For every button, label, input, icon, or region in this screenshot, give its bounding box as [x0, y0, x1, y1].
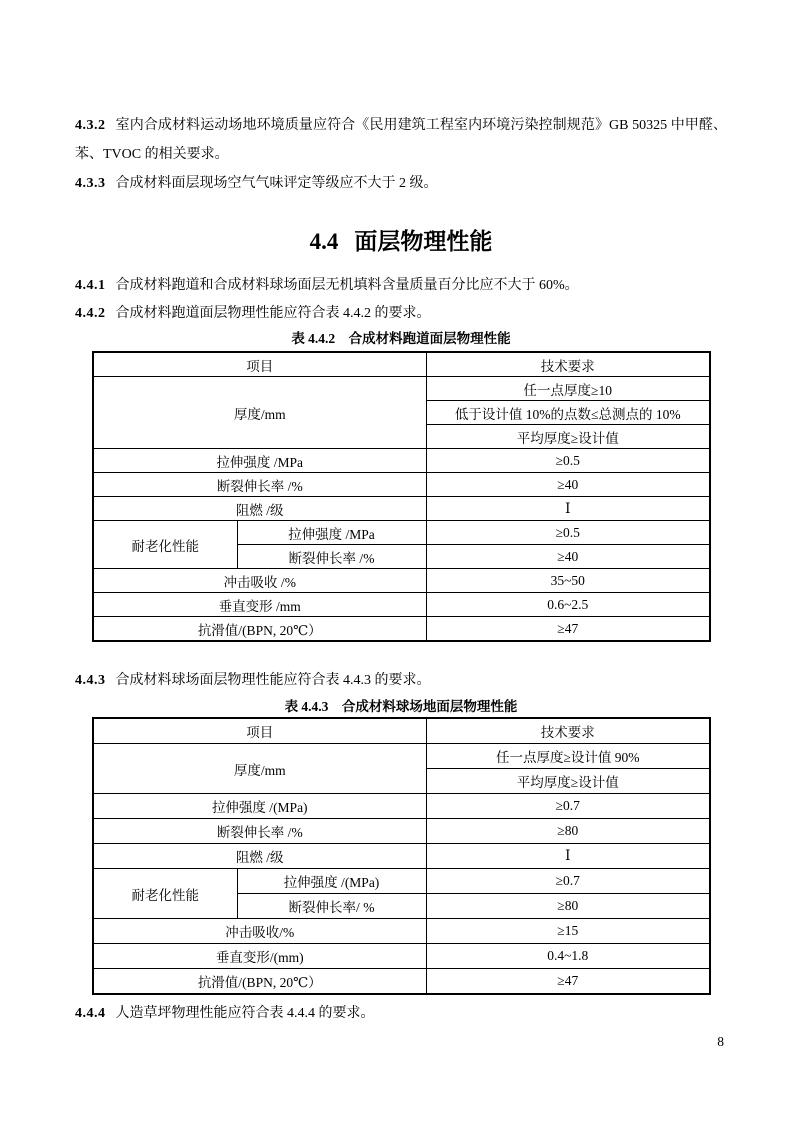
table-cell: 耐老化性能 [93, 869, 237, 919]
table-cell: ≥47 [426, 969, 710, 995]
heading-title: 面层物理性能 [354, 229, 493, 254]
table-cell: 平均厚度≥设计值 [426, 425, 710, 449]
table-cell: ≥80 [426, 894, 710, 919]
clause-text: 人造草坪物理性能应符合表 4.4.4 的要求。 [115, 1006, 375, 1021]
table-row [93, 593, 710, 617]
table-cell: 拉伸强度 /MPa [93, 449, 426, 473]
table-cell: 项目 [93, 718, 426, 744]
paragraph-4-4-1 [75, 271, 727, 300]
section-heading-4-4 [75, 227, 727, 257]
table-cell: ≥80 [426, 819, 710, 844]
paragraph-4-3-3 [75, 169, 727, 198]
table-cell: 35~50 [426, 569, 710, 593]
table-cell: ≥0.5 [426, 449, 710, 473]
table-cell: 冲击吸收 /% [93, 569, 426, 593]
table-cell: ≥15 [426, 919, 710, 944]
table-cell: 抗滑值/(BPN, 20℃） [93, 617, 426, 642]
table-cell: 阻燃 /级 [93, 844, 426, 869]
clause-text: 室内合成材料运动场地环境质量应符合《民用建筑工程室内环境污染控制规范》GB 50325 中甲醛、苯、TVOC 的相关要求。 [75, 118, 727, 162]
table-cell: ≥0.7 [426, 869, 710, 894]
table-cell: 厚度/mm [93, 377, 426, 449]
table-cell: ≥47 [426, 617, 710, 642]
table-row [93, 869, 710, 894]
page-number: 8 [717, 1034, 724, 1049]
table-row [93, 352, 710, 377]
heading-number: 4.4 [309, 229, 339, 254]
clause-text: 合成材料跑道和合成材料球场面层无机填料含量质量百分比应不大于 60%。 [115, 278, 579, 293]
table-cell: ≥40 [426, 545, 710, 569]
table-row [93, 944, 710, 969]
table-cell: 耐老化性能 [93, 521, 237, 569]
table-row [93, 569, 710, 593]
table-cell: 冲击吸收/% [93, 919, 426, 944]
table-row [93, 497, 710, 521]
table-row [93, 919, 710, 944]
table-cell: 拉伸强度 /(MPa) [93, 794, 426, 819]
table-cell: 任一点厚度≥设计值 90% [426, 744, 710, 769]
table-cell: 项目 [93, 352, 426, 377]
table-cell: 技术要求 [426, 718, 710, 744]
table-row [93, 794, 710, 819]
paragraph-4-4-4 [75, 999, 727, 1028]
paragraph-4-4-3 [75, 666, 727, 695]
clause-number: 4.4.3 [75, 673, 106, 688]
table-caption-4-4-2: 表 4.4.2 合成材料跑道面层物理性能 [291, 331, 511, 346]
clause-number: 4.3.3 [75, 176, 106, 191]
table-row [93, 844, 710, 869]
table-4-4-3 [92, 717, 711, 995]
table-cell: 任一点厚度≥10 [426, 377, 710, 401]
table-row [93, 377, 710, 401]
table-cell: 平均厚度≥设计值 [426, 769, 710, 794]
table-cell: Ⅰ [426, 844, 710, 869]
table-cell: 断裂伸长率 /% [93, 473, 426, 497]
paragraph-4-4-2 [75, 299, 727, 328]
paragraph-4-3-2 [75, 111, 727, 169]
clause-text: 合成材料球场面层物理性能应符合表 4.4.3 的要求。 [115, 673, 431, 688]
clause-number: 4.4.4 [75, 1006, 106, 1021]
table-row [93, 449, 710, 473]
clause-text: 合成材料跑道面层物理性能应符合表 4.4.2 的要求。 [115, 306, 431, 321]
clause-number: 4.4.1 [75, 278, 106, 293]
table-cell: ≥0.7 [426, 794, 710, 819]
table-cell: 断裂伸长率/ % [237, 894, 426, 919]
table-row [93, 617, 710, 642]
table-cell: 0.4~1.8 [426, 944, 710, 969]
table-row [93, 718, 710, 744]
table-cell: 抗滑值/(BPN, 20℃） [93, 969, 426, 995]
table-caption-4-4-3: 表 4.4.3 合成材料球场地面层物理性能 [284, 699, 518, 714]
table-cell: 拉伸强度 /(MPa) [237, 869, 426, 894]
table-row [93, 969, 710, 995]
table-row [93, 819, 710, 844]
table-cell: 断裂伸长率 /% [93, 819, 426, 844]
table-row [93, 473, 710, 497]
table-cell: 低于设计值 10%的点数≤总测点的 10% [426, 401, 710, 425]
table-cell: 断裂伸长率 /% [237, 545, 426, 569]
table-cell: 垂直变形/(mm) [93, 944, 426, 969]
table-4-4-2 [92, 351, 711, 642]
table-cell: ≥0.5 [426, 521, 710, 545]
table-cell: 垂直变形 /mm [93, 593, 426, 617]
table-cell: 厚度/mm [93, 744, 426, 794]
table-cell: 技术要求 [426, 352, 710, 377]
table-cell: 0.6~2.5 [426, 593, 710, 617]
table-cell: 拉伸强度 /MPa [237, 521, 426, 545]
clause-number: 4.3.2 [75, 118, 106, 133]
table-cell: Ⅰ [426, 497, 710, 521]
clause-number: 4.4.2 [75, 306, 106, 321]
table-row [93, 744, 710, 769]
table-cell: 阻燃 /级 [93, 497, 426, 521]
table-row [93, 521, 710, 545]
table-cell: ≥40 [426, 473, 710, 497]
clause-text: 合成材料面层现场空气气味评定等级应不大于 2 级。 [115, 176, 438, 191]
